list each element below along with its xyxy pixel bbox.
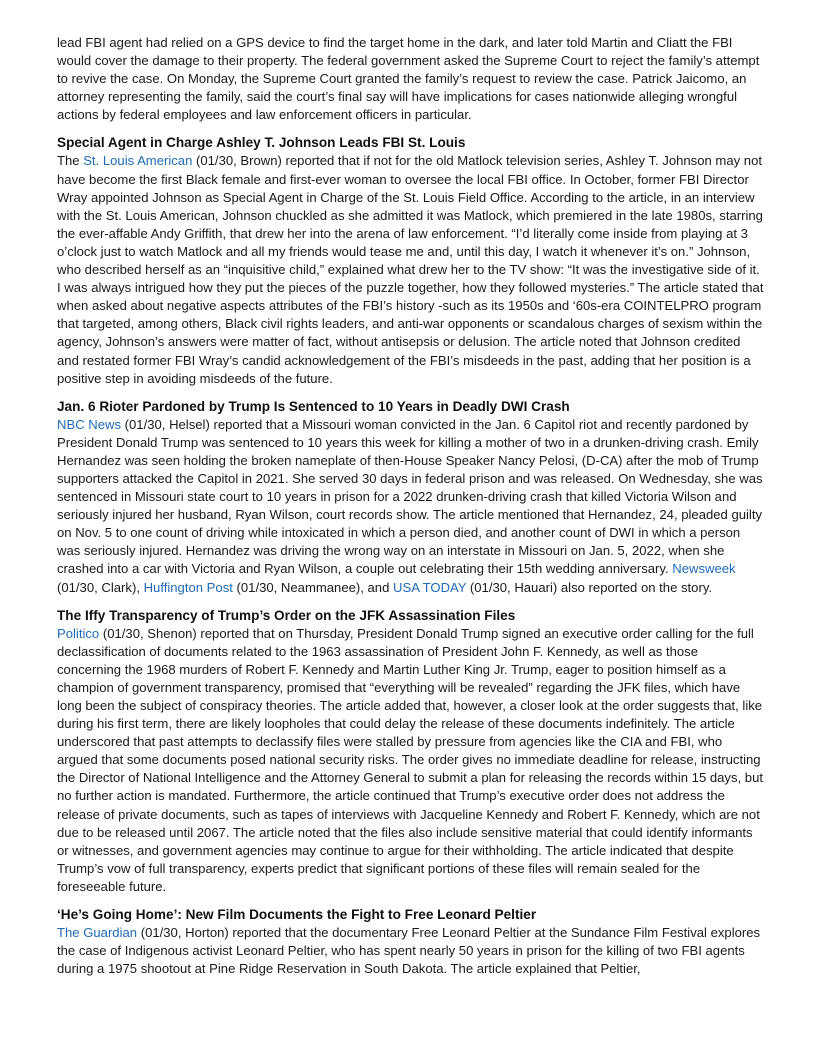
article-hernandez — [57, 397, 764, 597]
article-body: The Guardian (01/30, Horton) reported that the documentary Free Leonard Peltier at the Sundance Film Festival explores the case of Indigenous activist Leonard Peltier, who has spent nearly 50 years in prison for the killing of two FBI agents during a 1975 shootout at Pine Ridge Reservation in South Dakota. The article explained that Peltier, — [57, 925, 761, 977]
article-body: The St. Louis American (01/30, Brown) reported that if not for the old Matlock television series, Ashley T. Johnson may not have become the first Black female and first-ever woman to oversee the local FBI office. In October, former FBI Director Wray appointed Johnson as Special Agent in Charge of the St. Louis Field Office. According to the article, in an interview with the St. Louis American, Johnson chuckled as she admitted it was Matlock, which premiered in the late 1980s, starring the ever-affable Andy Griffith, that drew her into the arena of law enforcement. “I’d literally come inside from playing at 3 o’clock just to watch Matlock and all my friends would tease me and, until this day, I watch it whenever it’s on.” Johnson, who described herself as an “inquisitive child,” explained what drew her to the TV show: “It was the investigative side of it. I was always intrigued how they put the pieces of the puzzle together, how they followed mysteries.” The article stated that when asked about negative aspects attributes of the FBI’s history -such as its 1950s and ‘60s-era COINTELPRO program that targeted, among others, Black civil rights leaders, and anti-war opponents or scandalous charges of sexism within the agency, Johnson’s answers were matter of fact, without antisepsis or delusion. The article noted that Johnson credited and restated former FBI Wray’s candid acknowledgement of the FBI’s misdeeds in the past, adding that her position is a positive step in avoiding misdeeds of the future. — [57, 153, 764, 386]
source-link-st-louis-american[interactable]: St. Louis American — [83, 153, 193, 169]
document-page — [57, 34, 764, 987]
article-johnson — [57, 133, 764, 387]
article-jfk-files — [57, 606, 764, 896]
source-link-the-guardian[interactable]: The Guardian — [57, 925, 138, 941]
article-peltier — [57, 905, 764, 978]
source-link-nbc-news[interactable]: NBC News — [57, 416, 122, 432]
article-title: The Iffy Transparency of Trump’s Order on the JFK Assassination Files — [57, 607, 516, 623]
source-link-newsweek[interactable]: Newsweek — [672, 561, 736, 577]
article-body: NBC News (01/30, Helsel) reported that a Missouri woman convicted in the Jan. 6 Capitol riot and recently pardoned by President Donald Trump was sentenced to 10 years this week for killing a mother of two in a drunken-driving crash. Emily Hernandez was seen holding the broken nameplate of then-House Speaker Nancy Pelosi, (D-CA) after the mob of Trump supporters attacked the Capitol in 2021. She served 30 days in federal prison and was released. On Wednesday, she was sentenced in Missouri state court to 10 years in prison for a 2022 drunken-driving crash that killed Victoria Wilson and seriously injured her husband, Ryan Wilson, court records show. The article mentioned that Hernandez, 24, pleaded guilty on Nov. 5 to one count of driving while intoxicated in which a person died, and another count of DWI in which a person was seriously injured. Hernandez was driving the wrong way on an interstate in Missouri on Jan. 5, 2022, when she crashed into a car with Victoria and Ryan Wilson, a couple out celebrating their 15th wedding anniversary. Newsweek (01/30, Clark), Huffington Post (01/30, Neammanee), and USA TODAY (01/30, Hauari) also reported on the story. — [57, 416, 763, 595]
source-link-politico[interactable]: Politico — [57, 625, 100, 641]
source-link-huffington-post[interactable]: Huffington Post — [143, 579, 233, 595]
intro-paragraph: lead FBI agent had relied on a GPS device to find the target home in the dark, and later told Martin and Cliatt the FBI would cover the damage to their property. The federal government asked the Supreme Court to reject the family’s attempt to revive the case. On Monday, the Supreme Court granted the family’s request to review the case. Patrick Jaicomo, an attorney representing the family, said the court’s final say will have implications for cases nationwide alleging wrongful actions by federal employees and law enforcement officers in particular. — [57, 35, 760, 123]
article-title: ‘He’s Going Home’: New Film Documents the Fight to Free Leonard Peltier — [57, 907, 537, 923]
article-title: Special Agent in Charge Ashley T. Johnson Leads FBI St. Louis — [57, 135, 466, 151]
article-title: Jan. 6 Rioter Pardoned by Trump Is Sentenced to 10 Years in Deadly DWI Crash — [57, 398, 570, 414]
source-link-usa-today[interactable]: USA TODAY — [393, 579, 467, 595]
article-body: Politico (01/30, Shenon) reported that on Thursday, President Donald Trump signed an executive order calling for the full declassification of documents related to the 1963 assassination of President John F. Kennedy, as well as those concerning the 1968 murders of Robert F. Kennedy and Martin Luther King Jr. Trump, eager to position himself as a champion of government transparency, promised that “everything will be revealed” regarding the JFK files, which have long been the subject of conspiracy theories. The article added that, however, a closer look at the order suggests that, like during his first term, there are likely loopholes that could delay the release of these documents indefinitely. The article underscored that past attempts to declassify files were stalled by pressure from agencies like the CIA and FBI, who argued that some documents posed national security risks. The order gives no immediate deadline for release, instructing the Director of National Intelligence and the Attorney General to submit a plan for releasing the records within 15 days, but no further action is mandated. Furthermore, the article continued that Trump’s executive order does not address the release of private documents, such as tapes of interviews with Jacqueline Kennedy and Robert F. Kennedy, which are not due to be released until 2067. The article noted that the files also include sensitive material that could identify informants or witnesses, and government agencies may continue to argue for their withholding. The article indicated that despite Trump’s vow of full transparency, experts predict that significant portions of these files will remain sealed for the foreseeable future. — [57, 625, 764, 894]
